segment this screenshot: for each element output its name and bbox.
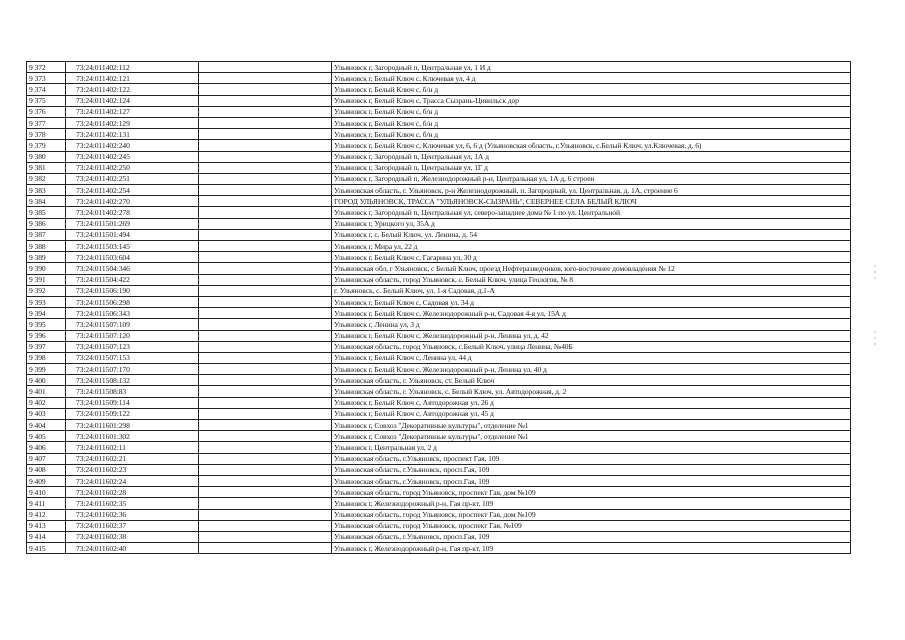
row-number: 9 373 bbox=[27, 73, 66, 84]
row-number: 9 403 bbox=[27, 408, 66, 419]
cadastral-number: 73:24:011506:190 bbox=[66, 285, 199, 296]
row-number: 9 376 bbox=[27, 106, 66, 117]
address: Ульяновск г, Белый Ключ с, Ключевая ул, 6, 6 д (Ульяновская область, г.Ульяновск, с.Белый Ключ, ул.Ключевая, д. 6) bbox=[332, 140, 851, 151]
row-number: 9 390 bbox=[27, 263, 66, 274]
empty-cell bbox=[199, 442, 332, 453]
cadastral-number: 73:24:011402:127 bbox=[66, 106, 199, 117]
table-row bbox=[27, 185, 851, 196]
table-row bbox=[27, 263, 851, 274]
register-sheet bbox=[26, 61, 851, 554]
row-number: 9 375 bbox=[27, 95, 66, 106]
address: Ульяновск г, Белый Ключ с, б/н д bbox=[332, 106, 851, 117]
row-number: 9 382 bbox=[27, 173, 66, 184]
row-number: 9 410 bbox=[27, 487, 66, 498]
address: Ульяновская область, город Ульяновск, проспект Гая, дом №109 bbox=[332, 487, 851, 498]
empty-cell bbox=[199, 487, 332, 498]
table-row bbox=[27, 296, 851, 307]
address: Ульяновск г, Мира ул, 22 д bbox=[332, 241, 851, 252]
row-number: 9 379 bbox=[27, 140, 66, 151]
address: Ульяновск г, Белый Ключ с, Автодорожная ул, 26 д bbox=[332, 397, 851, 408]
address: Ульяновск г, Белый Ключ с, Автодорожная ул, 45 д bbox=[332, 408, 851, 419]
cadastral-number: 73:24:011402:251 bbox=[66, 173, 199, 184]
empty-cell bbox=[199, 464, 332, 475]
cadastral-number: 73:24:011402:254 bbox=[66, 185, 199, 196]
table-row bbox=[27, 151, 851, 162]
table-row bbox=[27, 397, 851, 408]
address: Ульяновск г, Совхоз "Декоративные культуры", отделение №1 bbox=[332, 420, 851, 431]
table-row bbox=[27, 73, 851, 84]
empty-cell bbox=[199, 386, 332, 397]
cadastral-number: 73:24:011509:114 bbox=[66, 397, 199, 408]
cadastral-number: 73:24:011509:122 bbox=[66, 408, 199, 419]
address: Ульяновская область, г.Ульяновск, просп.Гая, 109 bbox=[332, 475, 851, 486]
empty-cell bbox=[199, 95, 332, 106]
row-number: 9 409 bbox=[27, 475, 66, 486]
address: Ульяновск г, Белый Ключ с, б/н д bbox=[332, 84, 851, 95]
row-number: 9 381 bbox=[27, 162, 66, 173]
table-row bbox=[27, 218, 851, 229]
cadastral-number: 73:24:011602:24 bbox=[66, 475, 199, 486]
table-row bbox=[27, 140, 851, 151]
address: Ульяновская область, город Ульяновск, с.Белый Ключ, улица Ленина, №40Б bbox=[332, 341, 851, 352]
cadastral-number: 73:24:011506:343 bbox=[66, 308, 199, 319]
row-number: 9 389 bbox=[27, 252, 66, 263]
table-row bbox=[27, 352, 851, 363]
empty-cell bbox=[199, 420, 332, 431]
address: Ульяновск г, Железнодорожный р-н, Гая пр-кт, 109 bbox=[332, 498, 851, 509]
address: Ульяновск г, Загородный п, Центральная ул, 1А д bbox=[332, 151, 851, 162]
address: Ульяновская область, г.Ульяновск, просп.Гая, 109 bbox=[332, 531, 851, 542]
address: Ульяновск г, Белый Ключ с, Трасса Сызрань-Цивильск дор bbox=[332, 95, 851, 106]
empty-cell bbox=[199, 520, 332, 531]
table-row bbox=[27, 95, 851, 106]
cadastral-number: 73:24:011507:153 bbox=[66, 352, 199, 363]
cadastral-number: 73:24:011602:23 bbox=[66, 464, 199, 475]
empty-cell bbox=[199, 498, 332, 509]
empty-cell bbox=[199, 129, 332, 140]
cadastral-number: 73:24:011507:123 bbox=[66, 341, 199, 352]
empty-cell bbox=[199, 73, 332, 84]
empty-cell bbox=[199, 263, 332, 274]
empty-cell bbox=[199, 475, 332, 486]
cadastral-number: 73:24:011602:21 bbox=[66, 453, 199, 464]
table-row bbox=[27, 341, 851, 352]
cadastral-number: 73:24:011506:298 bbox=[66, 296, 199, 307]
row-number: 9 391 bbox=[27, 274, 66, 285]
address: ГОРОД УЛЬЯНОВСК, ТРАССА "УЛЬЯНОВСК-СЫЗРАНЬ", СЕВЕРНЕЕ СЕЛА БЕЛЫЙ КЛЮЧ bbox=[332, 196, 851, 207]
table-row bbox=[27, 543, 851, 554]
empty-cell bbox=[199, 173, 332, 184]
row-number: 9 378 bbox=[27, 129, 66, 140]
empty-cell bbox=[199, 397, 332, 408]
table-row bbox=[27, 442, 851, 453]
row-number: 9 408 bbox=[27, 464, 66, 475]
cadastral-number: 73:24:011507:109 bbox=[66, 319, 199, 330]
address: Ульяновск г, Загородный п, Центральная ул, 1 И д bbox=[332, 62, 851, 73]
row-number: 9 374 bbox=[27, 84, 66, 95]
address: Ульяновская область, г. Ульяновск, р-н Железнодорожный, п. Загородный, ул. Центральная, д. 1А, строение 6 bbox=[332, 185, 851, 196]
cadastral-number: 73:24:011602:28 bbox=[66, 487, 199, 498]
row-number: 9 385 bbox=[27, 207, 66, 218]
table-row bbox=[27, 106, 851, 117]
cadastral-number: 73:24:011402:250 bbox=[66, 162, 199, 173]
empty-cell bbox=[199, 285, 332, 296]
empty-cell bbox=[199, 185, 332, 196]
address: Ульяновская область, г.Ульяновск, проспект Гая, 109 bbox=[332, 453, 851, 464]
table-row bbox=[27, 117, 851, 128]
row-number: 9 396 bbox=[27, 330, 66, 341]
table-row bbox=[27, 431, 851, 442]
cadastral-number: 73:24:011507:170 bbox=[66, 364, 199, 375]
address: Ульяновск г, Белый Ключ с, Садовая ул, 34 д bbox=[332, 296, 851, 307]
row-number: 9 406 bbox=[27, 442, 66, 453]
empty-cell bbox=[199, 106, 332, 117]
cadastral-number: 73:24:011402:240 bbox=[66, 140, 199, 151]
row-number: 9 402 bbox=[27, 397, 66, 408]
empty-cell bbox=[199, 543, 332, 554]
empty-cell bbox=[199, 330, 332, 341]
table-row bbox=[27, 408, 851, 419]
empty-cell bbox=[199, 509, 332, 520]
table-row bbox=[27, 475, 851, 486]
empty-cell bbox=[199, 453, 332, 464]
table-row bbox=[27, 196, 851, 207]
address: Ульяновск г, Центральная ул, 2 д bbox=[332, 442, 851, 453]
row-number: 9 412 bbox=[27, 509, 66, 520]
empty-cell bbox=[199, 84, 332, 95]
empty-cell bbox=[199, 241, 332, 252]
table-row bbox=[27, 285, 851, 296]
table-row bbox=[27, 509, 851, 520]
table-row bbox=[27, 173, 851, 184]
row-number: 9 399 bbox=[27, 364, 66, 375]
row-number: 9 400 bbox=[27, 375, 66, 386]
table-row bbox=[27, 62, 851, 73]
address: Ульяновск г, Белый Ключ с, Ленина ул, 44 д bbox=[332, 352, 851, 363]
table-row bbox=[27, 229, 851, 240]
cadastral-number: 73:24:011501:494 bbox=[66, 229, 199, 240]
empty-cell bbox=[199, 319, 332, 330]
row-number: 9 383 bbox=[27, 185, 66, 196]
empty-cell bbox=[199, 151, 332, 162]
cadastral-number: 73:24:011602:35 bbox=[66, 498, 199, 509]
empty-cell bbox=[199, 207, 332, 218]
empty-cell bbox=[199, 162, 332, 173]
row-number: 9 377 bbox=[27, 117, 66, 128]
row-number: 9 414 bbox=[27, 531, 66, 542]
empty-cell bbox=[199, 62, 332, 73]
empty-cell bbox=[199, 218, 332, 229]
address: Ульяновская область, г. Ульяновск, ст. Белый Ключ bbox=[332, 375, 851, 386]
table-row bbox=[27, 375, 851, 386]
cadastral-number: 73:24:011503:145 bbox=[66, 241, 199, 252]
row-number: 9 380 bbox=[27, 151, 66, 162]
row-number: 9 387 bbox=[27, 229, 66, 240]
empty-cell bbox=[199, 352, 332, 363]
address: Ульяновск г, Загородный п, Железнодорожный р-н, Центральная ул, 1А д, 6 строен bbox=[332, 173, 851, 184]
row-number: 9 401 bbox=[27, 386, 66, 397]
table-row bbox=[27, 498, 851, 509]
table-row bbox=[27, 464, 851, 475]
table-row bbox=[27, 319, 851, 330]
address: Ульяновская обл, г Ульяновск, с Белый Ключ, проезд Нефтеразведчиков, юго-восточнее домовладения № 12 bbox=[332, 263, 851, 274]
row-number: 9 392 bbox=[27, 285, 66, 296]
empty-cell bbox=[199, 375, 332, 386]
cadastral-number: 73:24:011602:11 bbox=[66, 442, 199, 453]
table-row bbox=[27, 207, 851, 218]
row-number: 9 393 bbox=[27, 296, 66, 307]
row-number: 9 405 bbox=[27, 431, 66, 442]
cadastral-number: 73:24:011503:604 bbox=[66, 252, 199, 263]
empty-cell bbox=[199, 431, 332, 442]
table-row bbox=[27, 308, 851, 319]
margin-marks bbox=[872, 262, 882, 352]
address: Ульяновская область, город Ульяновск, с. Белый Ключ, улица Геологов, № 8 bbox=[332, 274, 851, 285]
address: г. Ульяновск, с. Белый Ключ, ул. 1-я Садовая, д.1-А bbox=[332, 285, 851, 296]
address: Ульяновск г, Ленина ул, 3 д bbox=[332, 319, 851, 330]
margin-dots-icon bbox=[872, 262, 882, 352]
empty-cell bbox=[199, 274, 332, 285]
table-row bbox=[27, 84, 851, 95]
row-number: 9 388 bbox=[27, 241, 66, 252]
table-row bbox=[27, 487, 851, 498]
table-row bbox=[27, 330, 851, 341]
empty-cell bbox=[199, 196, 332, 207]
cadastral-number: 73:24:011508:132 bbox=[66, 375, 199, 386]
table-row bbox=[27, 520, 851, 531]
row-number: 9 404 bbox=[27, 420, 66, 431]
row-number: 9 407 bbox=[27, 453, 66, 464]
cadastral-number: 73:24:011402:245 bbox=[66, 151, 199, 162]
cadastral-number: 73:24:011402:122 bbox=[66, 84, 199, 95]
row-number: 9 372 bbox=[27, 62, 66, 73]
address: Ульяновск г, Белый Ключ с, Ключевая ул, 4 д bbox=[332, 73, 851, 84]
table-row bbox=[27, 531, 851, 542]
address: Ульяновск г, Загородный п, Центральная ул, 1Г д bbox=[332, 162, 851, 173]
row-number: 9 415 bbox=[27, 543, 66, 554]
address: Ульяновск г, Совхоз "Декоративные культуры", отделение №1 bbox=[332, 431, 851, 442]
cadastral-number: 73:24:011504:422 bbox=[66, 274, 199, 285]
table-row bbox=[27, 129, 851, 140]
address: Ульяновск г, Белый Ключ с, Гагарина ул, 30 д bbox=[332, 252, 851, 263]
empty-cell bbox=[199, 364, 332, 375]
cadastral-number: 73:24:011402:121 bbox=[66, 73, 199, 84]
row-number: 9 395 bbox=[27, 319, 66, 330]
table-row bbox=[27, 252, 851, 263]
address: Ульяновск г, Железнодорожный р-н, Гая пр-кт, 109 bbox=[332, 543, 851, 554]
cadastral-number: 73:24:011602:40 bbox=[66, 543, 199, 554]
cadastral-number: 73:24:011602:37 bbox=[66, 520, 199, 531]
cadastral-number: 73:24:011601:298 bbox=[66, 420, 199, 431]
cadastral-number: 73:24:011402:112 bbox=[66, 62, 199, 73]
cadastral-number: 73:24:011402:129 bbox=[66, 117, 199, 128]
cadastral-number: 73:24:011402:131 bbox=[66, 129, 199, 140]
row-number: 9 411 bbox=[27, 498, 66, 509]
empty-cell bbox=[199, 229, 332, 240]
address: Ульяновск г, Белый Ключ с, Железнодорожный р-н, Ленина ул, д. 42 bbox=[332, 330, 851, 341]
empty-cell bbox=[199, 341, 332, 352]
address: Ульяновск г, Загородный п, Центральная ул, северо-западнее дома № 1 по ул. Центральной bbox=[332, 207, 851, 218]
row-number: 9 384 bbox=[27, 196, 66, 207]
table-body bbox=[27, 62, 851, 554]
address: Ульяновская область, город Ульяновск, проспект Гая, дом №109 bbox=[332, 509, 851, 520]
address: Ульяновск г, Белый Ключ с, Железнодорожный р-н, Садовая 4-я ул, 15А д bbox=[332, 308, 851, 319]
cadastral-number: 73:24:011402:278 bbox=[66, 207, 199, 218]
address: Ульяновск г, Белый Ключ с, Железнодорожный р-н, Ленина ул, 40 д bbox=[332, 364, 851, 375]
table-row bbox=[27, 386, 851, 397]
row-number: 9 394 bbox=[27, 308, 66, 319]
cadastral-number: 73:24:011601:302 bbox=[66, 431, 199, 442]
table-row bbox=[27, 162, 851, 173]
address: Ульяновская область, г. Ульяновск, с. Белый Ключ, ул. Автодорожная, д. 2 bbox=[332, 386, 851, 397]
table-row bbox=[27, 274, 851, 285]
address: Ульяновск г, с. Белый Ключ, ул. Ленина, д. 54 bbox=[332, 229, 851, 240]
cadastral-number: 73:24:011402:270 bbox=[66, 196, 199, 207]
row-number: 9 398 bbox=[27, 352, 66, 363]
cadastral-number: 73:24:011508:83 bbox=[66, 386, 199, 397]
address: Ульяновск г, Урицкого ул, 35А д bbox=[332, 218, 851, 229]
table-row bbox=[27, 241, 851, 252]
empty-cell bbox=[199, 296, 332, 307]
table-row bbox=[27, 453, 851, 464]
cadastral-number: 73:24:011501:269 bbox=[66, 218, 199, 229]
empty-cell bbox=[199, 308, 332, 319]
cadastral-table bbox=[26, 61, 851, 554]
address: Ульяновск г, Белый Ключ с, б/н д bbox=[332, 117, 851, 128]
empty-cell bbox=[199, 531, 332, 542]
cadastral-number: 73:24:011602:36 bbox=[66, 509, 199, 520]
cadastral-number: 73:24:011402:124 bbox=[66, 95, 199, 106]
row-number: 9 413 bbox=[27, 520, 66, 531]
cadastral-number: 73:24:011507:120 bbox=[66, 330, 199, 341]
table-row bbox=[27, 364, 851, 375]
empty-cell bbox=[199, 252, 332, 263]
empty-cell bbox=[199, 117, 332, 128]
cadastral-number: 73:24:011504:346 bbox=[66, 263, 199, 274]
row-number: 9 397 bbox=[27, 341, 66, 352]
address: Ульяновская область, г.Ульяновск, просп.Гая, 109 bbox=[332, 464, 851, 475]
cadastral-number: 73:24:011602:38 bbox=[66, 531, 199, 542]
address: Ульяновская область, город Ульяновск, проспект Гая, №109 bbox=[332, 520, 851, 531]
table-row bbox=[27, 420, 851, 431]
empty-cell bbox=[199, 140, 332, 151]
empty-cell bbox=[199, 408, 332, 419]
address: Ульяновск г, Белый Ключ с, б/н д bbox=[332, 129, 851, 140]
row-number: 9 386 bbox=[27, 218, 66, 229]
